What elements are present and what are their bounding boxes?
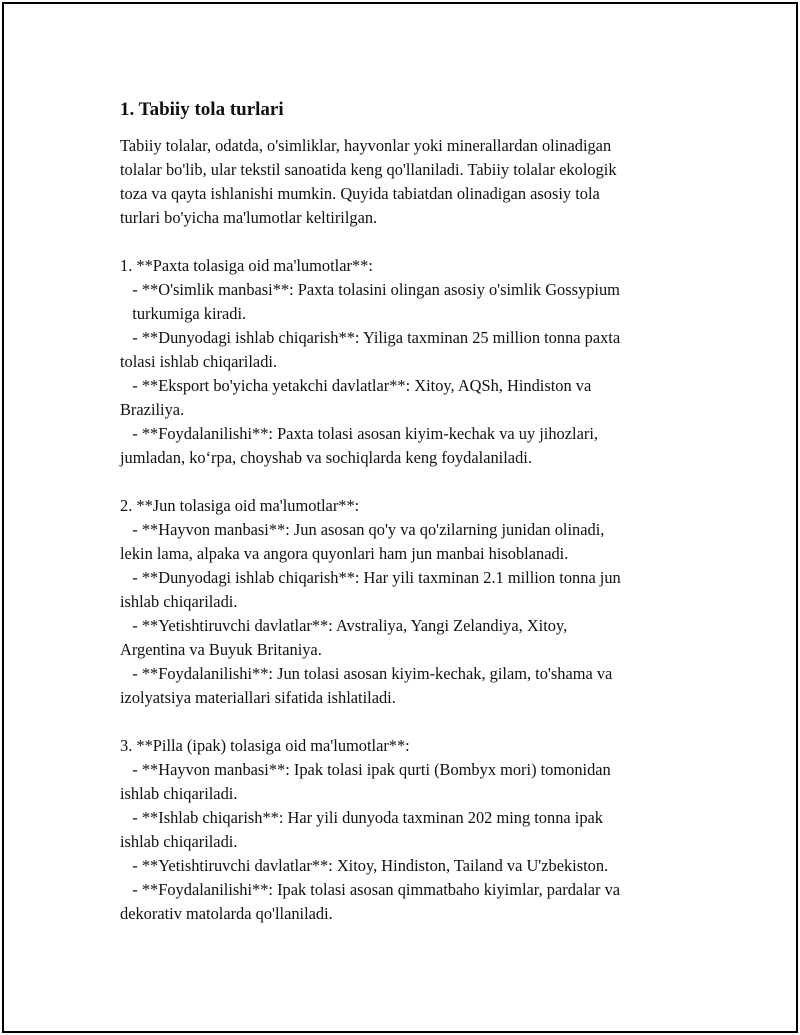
intro-line: tolalar bo'lib, ular tekstil sanoatida keng qo'llaniladi. Tabiiy tolalar ekologik [120,160,617,179]
silk-line: - **Ishlab chiqarish**: Har yili dunyoda taxminan 202 ming tonna ipak [120,808,603,827]
document-page [2,2,798,1033]
cotton-line: - **Eksport bo'yicha yetakchi davlatlar**: Xitoy, AQSh, Hindiston va [120,376,592,395]
cotton-section-title: 1. **Paxta tolasiga oid ma'lumotlar**: [120,256,373,275]
cotton-line: Braziliya. [120,400,185,419]
wool-line: - **Yetishtiruvchi davlatlar**: Avstraliya, Yangi Zelandiya, Xitoy, [120,616,568,635]
silk-line: ishlab chiqariladi. [120,784,238,803]
intro-line: turlari bo'yicha ma'lumotlar keltirilgan. [120,208,378,227]
wool-line: - **Dunyodagi ishlab chiqarish**: Har yili taxminan 2.1 million tonna jun [120,568,621,587]
cotton-line: turkumiga kiradi. [120,304,247,323]
silk-line: - **Hayvon manbasi**: Ipak tolasi ipak qurti (Bombyx mori) tomonidan [120,760,611,779]
silk-line: ishlab chiqariladi. [120,832,238,851]
paragraph-gap [120,470,690,494]
silk-line: dekorativ matolarda qo'llaniladi. [120,904,333,923]
cotton-line: - **O'simlik manbasi**: Paxta tolasini olingan asosiy o'simlik Gossypium [120,280,620,299]
silk-line: - **Yetishtiruvchi davlatlar**: Xitoy, Hindiston, Tailand va U'zbekiston. [120,856,609,875]
cotton-section [120,254,690,470]
intro-line: toza va qayta ishlanishi mumkin. Quyida tabiatdan olinadigan asosiy tola [120,184,600,203]
cotton-line: - **Foydalanilishi**: Paxta tolasi asosan kiyim-kechak va uy jihozlari, [120,424,598,443]
wool-line: - **Hayvon manbasi**: Jun asosan qo'y va qo'zilarning junidan olinadi, [120,520,605,539]
wool-line: - **Foydalanilishi**: Jun tolasi asosan kiyim-kechak, gilam, to'shama va [120,664,613,683]
wool-line: ishlab chiqariladi. [120,592,238,611]
intro-paragraph [120,134,690,230]
section-heading: 1. Tabiiy tola turlari [120,99,284,120]
cotton-line: - **Dunyodagi ishlab chiqarish**: Yiliga taxminan 25 million tonna paxta [120,328,621,347]
silk-line: - **Foydalanilishi**: Ipak tolasi asosan qimmatbaho kiyimlar, pardalar va [120,880,621,899]
cotton-line: tolasi ishlab chiqariladi. [120,352,278,371]
wool-line: lekin lama, alpaka va angora quyonlari ham jun manbai hisoblanadi. [120,544,569,563]
silk-section [120,734,690,926]
wool-line: Argentina va Buyuk Britaniya. [120,640,322,659]
intro-line: Tabiiy tolalar, odatda, o'simliklar, hayvonlar yoki minerallardan olinadigan [120,136,612,155]
wool-section [120,494,690,710]
paragraph-gap [120,710,690,734]
paragraph-gap [120,230,690,254]
cotton-line: jumladan, ko‘rpa, choyshab va sochiqlarda keng foydalaniladi. [120,448,532,467]
document-body [120,98,690,926]
silk-section-title: 3. **Pilla (ipak) tolasiga oid ma'lumotlar**: [120,736,410,755]
wool-line: izolyatsiya materiallari sifatida ishlatiladi. [120,688,396,707]
wool-section-title: 2. **Jun tolasiga oid ma'lumotlar**: [120,496,360,515]
